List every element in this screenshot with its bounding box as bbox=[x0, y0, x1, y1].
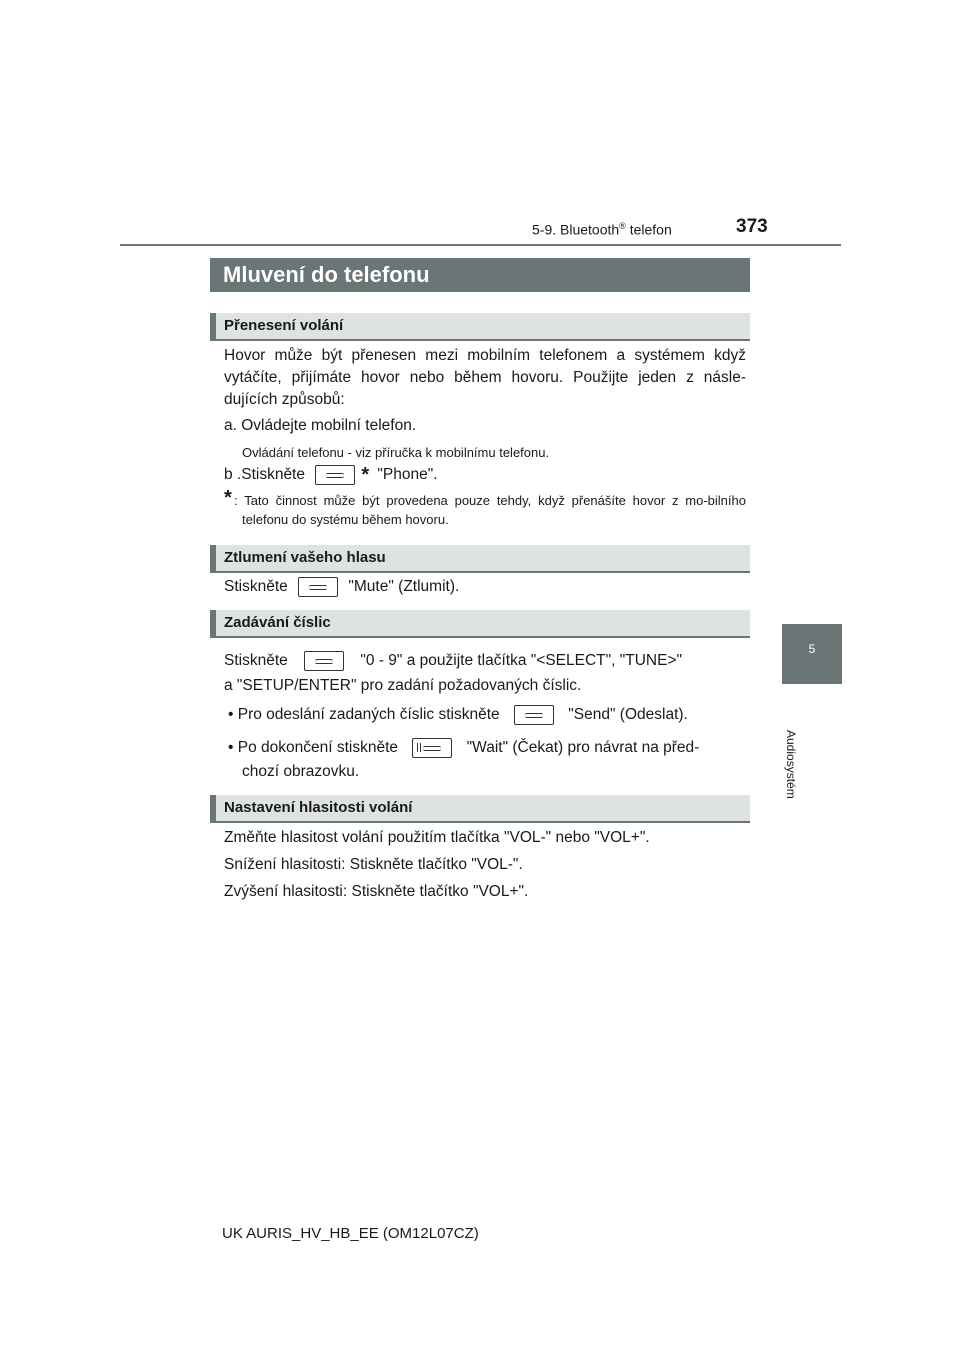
heading-volume: Nastavení hlasitosti volání bbox=[210, 795, 750, 823]
digits-bullet-wait: • Po dokončení stiskněte "Wait" (Čekat) pro návrat na před- bbox=[228, 739, 700, 756]
digits-line-1: Stiskněte "0 - 9" a použijte tlačítka "<SELECT", "TUNE>" bbox=[224, 652, 683, 669]
volume-line-3: Zvýšení hlasitosti: Stiskněte tlačítko "VOL+". bbox=[224, 883, 529, 900]
digits-bullet-wait-cont: chozí obrazovku. bbox=[242, 763, 360, 780]
heading-mute: Ztlumení vašeho hlasu bbox=[210, 545, 750, 573]
page-number: 373 bbox=[736, 216, 768, 237]
digits-bullet-send: • Pro odeslání zadaných číslic stiskněte "Send" (Odeslat). bbox=[228, 706, 688, 723]
wait-button-icon bbox=[412, 738, 452, 758]
chapter-tab: 5 bbox=[782, 624, 842, 684]
mute-button-icon bbox=[298, 577, 338, 597]
heading-transfer: Přenesení volání bbox=[210, 313, 750, 341]
transfer-footnote: * : Tato činnost může být provedena pouze tehdy, když přenášíte hovor z mo-bilního telefonu do systému během hovoru. bbox=[224, 487, 746, 527]
document-code: UK AURIS_HV_HB_EE (OM12L07CZ) bbox=[222, 1225, 479, 1242]
transfer-option-a-note: Ovládání telefonu - viz příručka k mobilnímu telefonu. bbox=[242, 445, 550, 460]
mute-text: Stiskněte "Mute" (Ztlumit). bbox=[224, 578, 460, 595]
page-title: Mluvení do telefonu bbox=[210, 258, 750, 292]
transfer-intro: Hovor může být přenesen mezi mobilním telefonem a systémem když vytáčíte, přijímáte hovor nebo během hovoru. Použijte jeden z násle-dujících způsobů: bbox=[224, 347, 746, 408]
transfer-option-a: a. Ovládejte mobilní telefon. bbox=[224, 417, 417, 434]
digits-button-icon bbox=[304, 651, 344, 671]
chapter-label: Audiosystém bbox=[784, 730, 798, 799]
heading-digits: Zadávání číslic bbox=[210, 610, 750, 638]
section-title: 5-9. Bluetooth® telefon bbox=[532, 221, 672, 238]
volume-line-2: Snížení hlasitosti: Stiskněte tlačítko "VOL-". bbox=[224, 856, 523, 873]
send-button-icon bbox=[514, 705, 554, 725]
volume-line-1: Změňte hlasitost volání použitím tlačítka "VOL-" nebo "VOL+". bbox=[224, 829, 650, 846]
phone-button-icon bbox=[315, 465, 355, 485]
digits-line-2: a "SETUP/ENTER" pro zadání požadovaných číslic. bbox=[224, 677, 582, 694]
header-divider bbox=[120, 244, 841, 246]
transfer-option-b: b .Stiskněte * "Phone". bbox=[224, 464, 438, 486]
